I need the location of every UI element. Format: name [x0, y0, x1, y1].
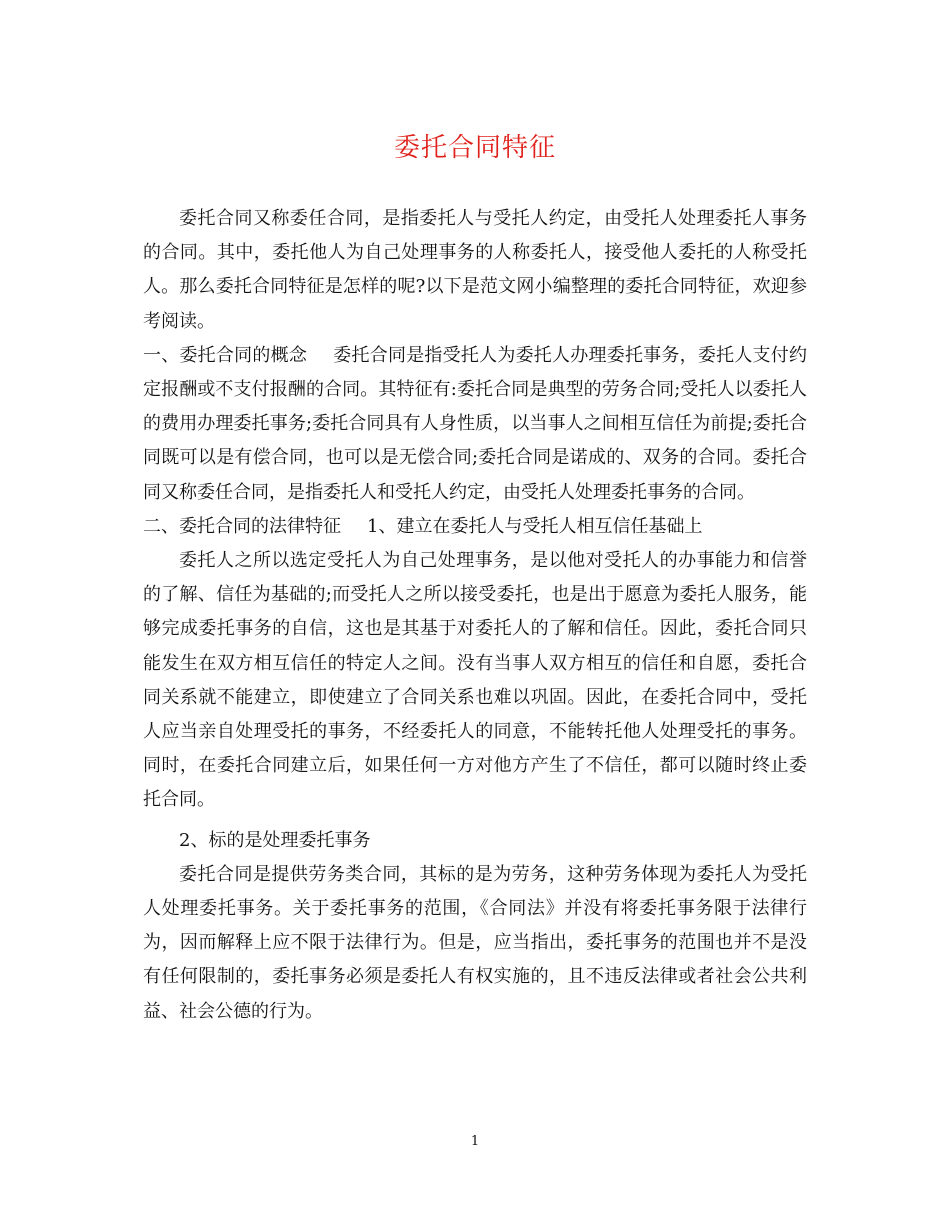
section2-body-1: 委托人之所以选定受托人为自己处理事务，是以他对受托人的办事能力和信誉的了解、信任为基础的;而受托人之所以接受委托，也是出于愿意为委托人服务，能够完成委托事务的自信，这也是其基于对委托人的了解和信任。因此，委托合同只能发生在双方相互信任的特定人之间。没有当事人双方相互的信任和自愿，委托合同关系就不能建立，即使建立了合同关系也难以巩固。因此，在委托合同中，受托人应当亲自处理受托的事务，不经委托人的同意，不能转托他人处理受托的事务。同时，在委托合同建立后，如果任何一方对他方产生了不信任，都可以随时终止委托合同。	[143, 550, 807, 811]
section1-paragraph	[143, 339, 807, 510]
section2-body-2: 委托合同是提供劳务类合同，其标的是为劳务，这种劳务体现为委托人为受托人处理委托事务。关于委托事务的范围，《合同法》并没有将委托事务限于法律行为，因而解释上应不限于法律行为。但是，应当指出，委托事务的范围也并不是没有任何限制的，委托事务必须是委托人有权实施的，且不违反法律或者社会公共利益、社会公德的行为。	[143, 863, 807, 1022]
section1-body: 委托合同是指受托人为委托人办理委托事务，委托人支付约定报酬或不支付报酬的合同。其特征有:委托合同是典型的劳务合同;受托人以委托人的费用办理委托事务;委托合同具有人身性质，以当事人之间相互信任为前提;委托合同既可以是有偿合同，也可以是无偿合同;委托合同是诺成的、双务的合同。委托合同又称委任合同，是指委托人和受托人约定，由受托人处理委托事务的合同。	[143, 344, 808, 503]
section2-heading: 二、委托合同的法律特征	[143, 515, 341, 537]
page-number: 1	[470, 1134, 480, 1149]
section2-heading-line	[143, 510, 807, 544]
intro-paragraph: 委托合同又称委任合同，是指委托人与受托人约定，由受托人处理委托人事务的合同。其中，委托他人为自己处理事务的人称委托人，接受他人委托的人称受托人。那么委托合同特征是怎样的呢?以下是范文网小编整理的委托合同特征，欢迎参考阅读。	[143, 208, 807, 332]
document-body	[143, 202, 807, 1029]
section1-heading: 一、委托合同的概念	[143, 344, 308, 366]
section2-subheading-1: 1、建立在委托人与受托人相互信任基础上	[367, 515, 703, 537]
document-title: 委托合同特征	[393, 133, 556, 163]
section2-subheading-2: 2、标的是处理委托事务	[179, 829, 371, 851]
